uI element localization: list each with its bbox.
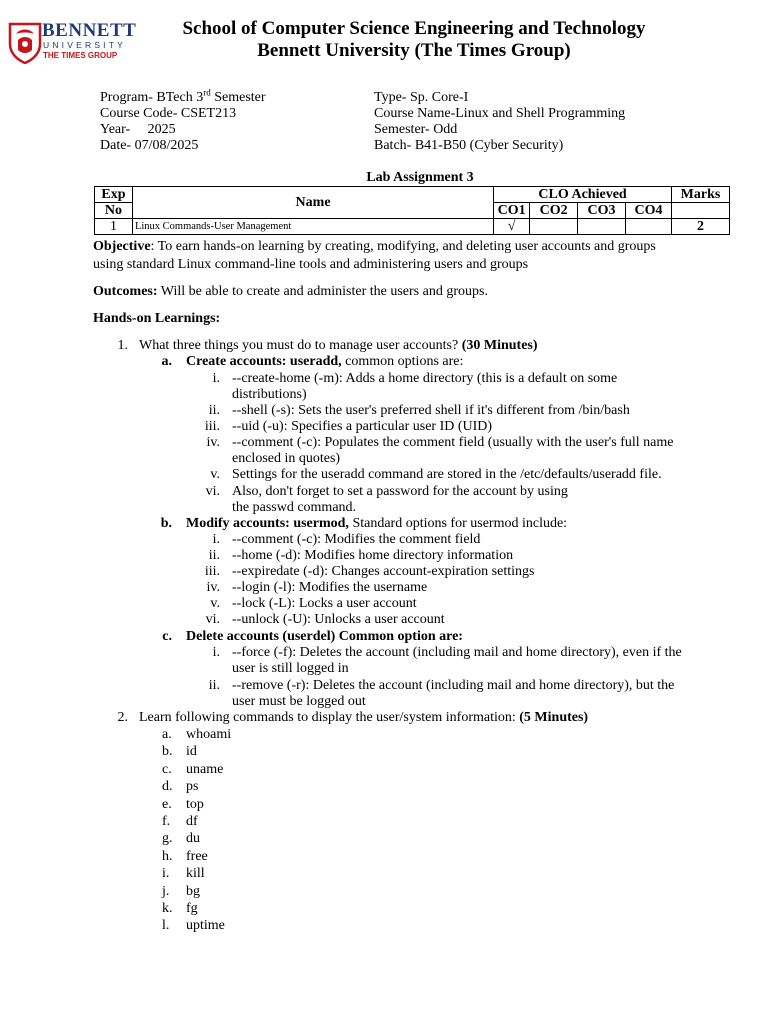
list-item: --uid (-u): Specifies a particular user ID (UID) bbox=[232, 419, 493, 434]
name-cell: Linux Commands-User Management bbox=[132, 219, 493, 235]
list-item: --login (-l): Modifies the username bbox=[232, 580, 428, 595]
school-title: School of Computer Science Engineering and Technology bbox=[182, 18, 646, 39]
list-item: distributions) bbox=[232, 387, 307, 402]
q1b-title: Modify accounts: usermod, Standard options for usermod include: bbox=[186, 516, 568, 531]
list-item: iii. bbox=[204, 564, 220, 579]
university-title: Bennett University (The Times Group) bbox=[257, 40, 571, 61]
list-item: f. bbox=[162, 814, 171, 829]
list-item: a. bbox=[162, 727, 172, 742]
objective-line1: Objective: To earn hands-on learning by creating, modifying, and deleting user accounts and groups bbox=[93, 239, 656, 254]
command-name: ps bbox=[186, 779, 199, 794]
list-item: ii. bbox=[208, 403, 220, 418]
list-item: --remove (-r): Deletes the account (including mail and home directory), but the bbox=[232, 678, 675, 693]
logo-group: THE TIMES GROUP bbox=[43, 51, 118, 60]
list-item: the passwd command. bbox=[232, 500, 357, 515]
list-item: j. bbox=[162, 884, 170, 899]
list-item: Settings for the useradd command are stored in the /etc/defaults/useradd file. bbox=[232, 467, 662, 482]
list-item: enclosed in quotes) bbox=[232, 451, 341, 466]
command-name: top bbox=[186, 797, 204, 812]
objective-line2: using standard Linux command-line tools and administering users and groups bbox=[93, 257, 529, 272]
command-name: bg bbox=[186, 884, 200, 899]
list-item: v. bbox=[210, 467, 220, 482]
list-item: --expiredate (-d): Changes account-expiration settings bbox=[232, 564, 535, 579]
list-item: --unlock (-U): Unlocks a user account bbox=[232, 612, 445, 627]
list-item: --shell (-s): Sets the user's preferred shell if it's different from /bin/bash bbox=[232, 403, 630, 418]
command-name: kill bbox=[186, 866, 205, 881]
program-info: Program- BTech 3rd Semester bbox=[100, 87, 266, 105]
q1-text: What three things you must do to manage user accounts? (30 Minutes) bbox=[139, 338, 538, 353]
list-item: d. bbox=[162, 779, 173, 794]
name-header: Name bbox=[132, 187, 493, 219]
command-name: fg bbox=[186, 901, 198, 916]
marks-header: Marks bbox=[671, 187, 729, 203]
lab-assignment-title: Lab Assignment 3 bbox=[366, 170, 474, 185]
command-name: whoami bbox=[186, 727, 232, 742]
command-name: uptime bbox=[186, 918, 225, 933]
co1-cell: √ bbox=[494, 219, 530, 235]
command-name: du bbox=[186, 831, 200, 846]
list-item: --lock (-L): Locks a user account bbox=[232, 596, 417, 611]
list-item: i. bbox=[162, 866, 170, 881]
clo-header: CLO Achieved bbox=[494, 187, 672, 203]
table-row bbox=[95, 219, 730, 235]
co2-cell bbox=[530, 219, 578, 235]
course-name: Course Name-Linux and Shell Programming bbox=[374, 106, 626, 121]
q1c-title: Delete accounts (userdel) Common option are: bbox=[186, 629, 463, 644]
list-item: vi. bbox=[205, 484, 220, 499]
co3-header: CO3 bbox=[578, 203, 626, 219]
list-item: l. bbox=[162, 918, 170, 933]
hands-on-heading: Hands-on Learnings: bbox=[93, 311, 221, 326]
exp-header-no: No bbox=[95, 203, 133, 219]
command-name: df bbox=[186, 814, 198, 829]
exp-no-cell: 1 bbox=[95, 219, 133, 235]
command-name: id bbox=[186, 744, 197, 759]
university-logo bbox=[8, 18, 150, 68]
list-item: b. bbox=[162, 744, 173, 759]
semester-info: Semester- Odd bbox=[374, 122, 458, 137]
co4-header: CO4 bbox=[626, 203, 672, 219]
marks-cell: 2 bbox=[671, 219, 729, 235]
outcomes: Outcomes: Will be able to create and administer the users and groups. bbox=[93, 284, 488, 299]
list-item: user must be logged out bbox=[232, 694, 366, 709]
list-item: iv. bbox=[206, 435, 220, 450]
list-item: Also, don't forget to set a password for the account by using bbox=[232, 484, 568, 499]
table-header-row bbox=[95, 187, 730, 203]
list-item: vi. bbox=[205, 612, 220, 627]
list-item: ii. bbox=[208, 548, 220, 563]
list-item: i. bbox=[212, 532, 220, 547]
type-info: Type- Sp. Core-I bbox=[374, 90, 469, 105]
q1a-letter: a. bbox=[161, 354, 172, 369]
course-code: Course Code- CSET213 bbox=[100, 106, 237, 121]
list-item: --comment (-c): Modifies the comment field bbox=[232, 532, 481, 547]
list-item: g. bbox=[162, 831, 173, 846]
list-item: --home (-d): Modifies home directory information bbox=[232, 548, 514, 563]
batch-info: Batch- B41-B50 (Cyber Security) bbox=[374, 138, 564, 153]
co2-header: CO2 bbox=[530, 203, 578, 219]
crest-icon bbox=[8, 22, 42, 64]
marks-header-blank bbox=[671, 203, 729, 219]
q2-text: Learn following commands to display the user/system information: (5 Minutes) bbox=[139, 710, 589, 725]
q1a-title: Create accounts: useradd, common options are: bbox=[186, 354, 464, 369]
list-item: iii. bbox=[204, 419, 220, 434]
list-item: --comment (-c): Populates the comment field (usually with the user's full name bbox=[232, 435, 674, 450]
date-info: Date- 07/08/2025 bbox=[100, 138, 199, 153]
list-item: v. bbox=[210, 596, 220, 611]
year-info: Year- 2025 bbox=[100, 122, 176, 137]
list-item: h. bbox=[162, 849, 173, 864]
co3-cell bbox=[578, 219, 626, 235]
q1b-letter: b. bbox=[160, 516, 172, 531]
logo-wordmark: BENNETT bbox=[42, 20, 137, 41]
list-item: c. bbox=[162, 762, 172, 777]
command-name: free bbox=[186, 849, 208, 864]
list-item: user is still logged in bbox=[232, 661, 349, 676]
co1-header: CO1 bbox=[494, 203, 530, 219]
exp-header: Exp bbox=[95, 187, 133, 203]
q2-number: 2. bbox=[117, 710, 128, 725]
clo-table bbox=[94, 186, 730, 235]
q1-number: 1. bbox=[117, 338, 128, 353]
co4-cell bbox=[626, 219, 672, 235]
list-item: i. bbox=[212, 371, 220, 386]
logo-subtitle: UNIVERSITY bbox=[43, 40, 127, 50]
list-item: k. bbox=[162, 901, 173, 916]
list-item: --force (-f): Deletes the account (including mail and home directory), even if the bbox=[232, 645, 682, 660]
list-item: --create-home (-m): Adds a home directory (this is a default on some bbox=[232, 371, 618, 386]
list-item: i. bbox=[212, 645, 220, 660]
list-item: iv. bbox=[206, 580, 220, 595]
command-name: uname bbox=[186, 762, 224, 777]
list-item: ii. bbox=[208, 678, 220, 693]
q1c-letter: c. bbox=[162, 629, 172, 644]
list-item: e. bbox=[162, 797, 172, 812]
